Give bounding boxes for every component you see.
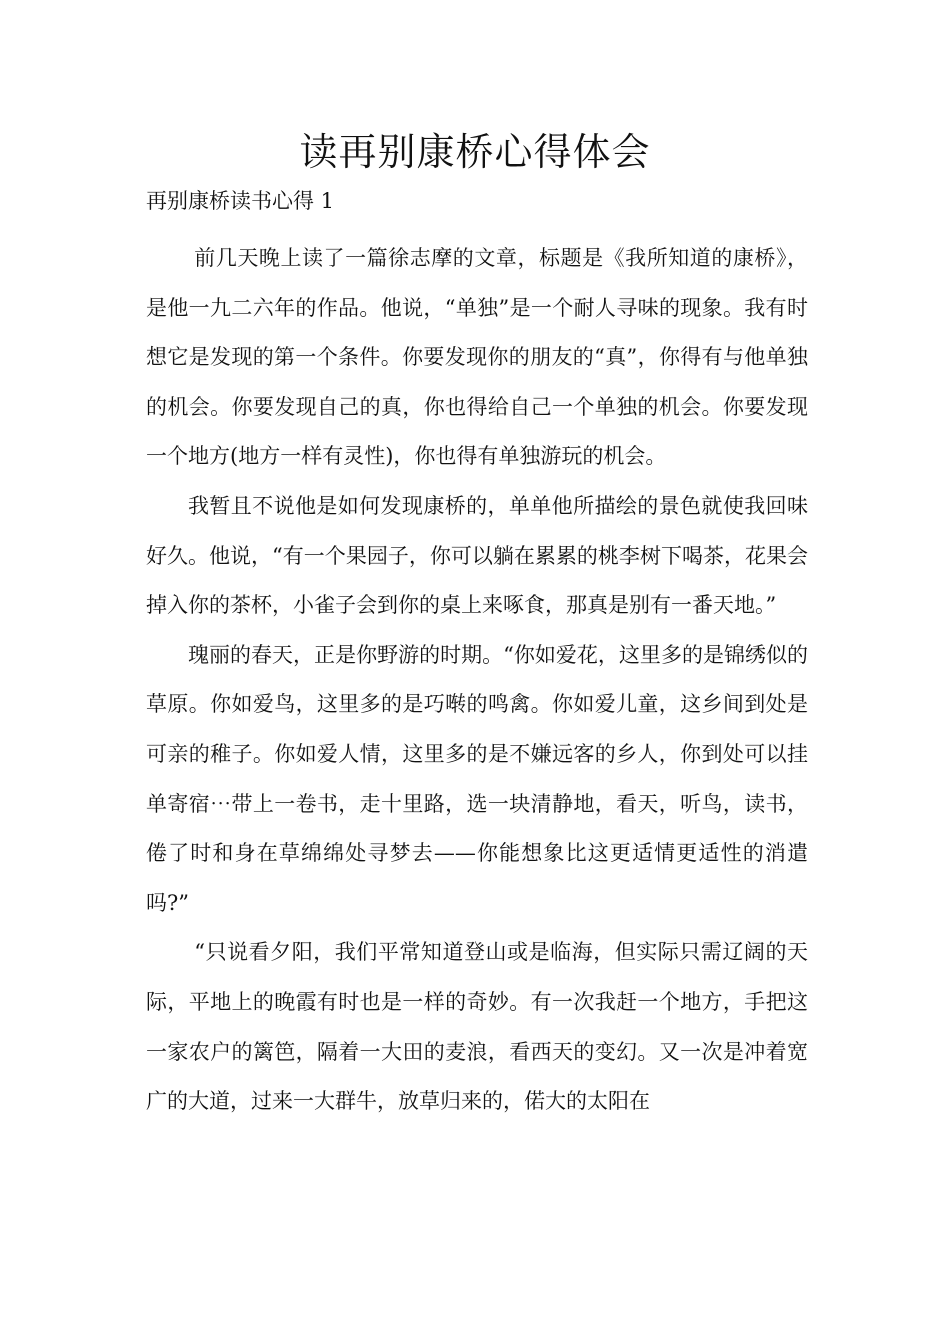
document-title: 读再别康桥心得体会 [299,130,651,174]
paragraph: “只说看夕阳，我们平常知道登山或是临海，但实际只需辽阔的天际，平地上的晚霞有时也是一样的奇妙。有一次我赶一个地方，手把这一家农户的篱笆，隔着一大田的麦浪，看西天的变幻。又一次是冲着宽广的大道，过来一大群牛，放草归来的，偌大的太阳在 [146,940,808,1114]
document-body [146,234,808,1127]
paragraph: 前几天晚上读了一篇徐志摩的文章，标题是《我所知道的康桥》，是他一九二六年的作品。他说，“单独”是一个耐人寻味的现象。我有时想它是发现的第一个条件。你要发现你的朋友的“真”，你得有与他单独的机会。你要发现自己的真，你也得给自己一个单独的机会。你要发现一个地方(地方一样有灵性)，你也得有单独游玩的机会。 [146,246,808,469]
paragraph: 瑰丽的春天，正是你野游的时期。“你如爱花，这里多的是锦绣似的草原。你如爱鸟，这里多的是巧啭的鸣禽。你如爱儿童，这乡间到处是可亲的稚子。你如爱人情，这里多的是不嫌远客的乡人，你到处可以挂单寄宿⋯带上一卷书，走十里路，选一块清静地，看天，听鸟，读书，倦了时和身在草绵绵处寻梦去——你能想象比这更适情更适性的消遣吗?” [146,642,808,915]
document-subtitle: 再别康桥读书心得 1 [146,189,335,213]
paragraph: 我暂且不说他是如何发现康桥的，单单他所描绘的景色就使我回味好久。他说，“有一个果园子，你可以躺在累累的桃李树下喝茶，花果会掉入你的茶杯，小雀子会到你的桌上来啄食，那真是别有一番天地。” [146,493,808,618]
